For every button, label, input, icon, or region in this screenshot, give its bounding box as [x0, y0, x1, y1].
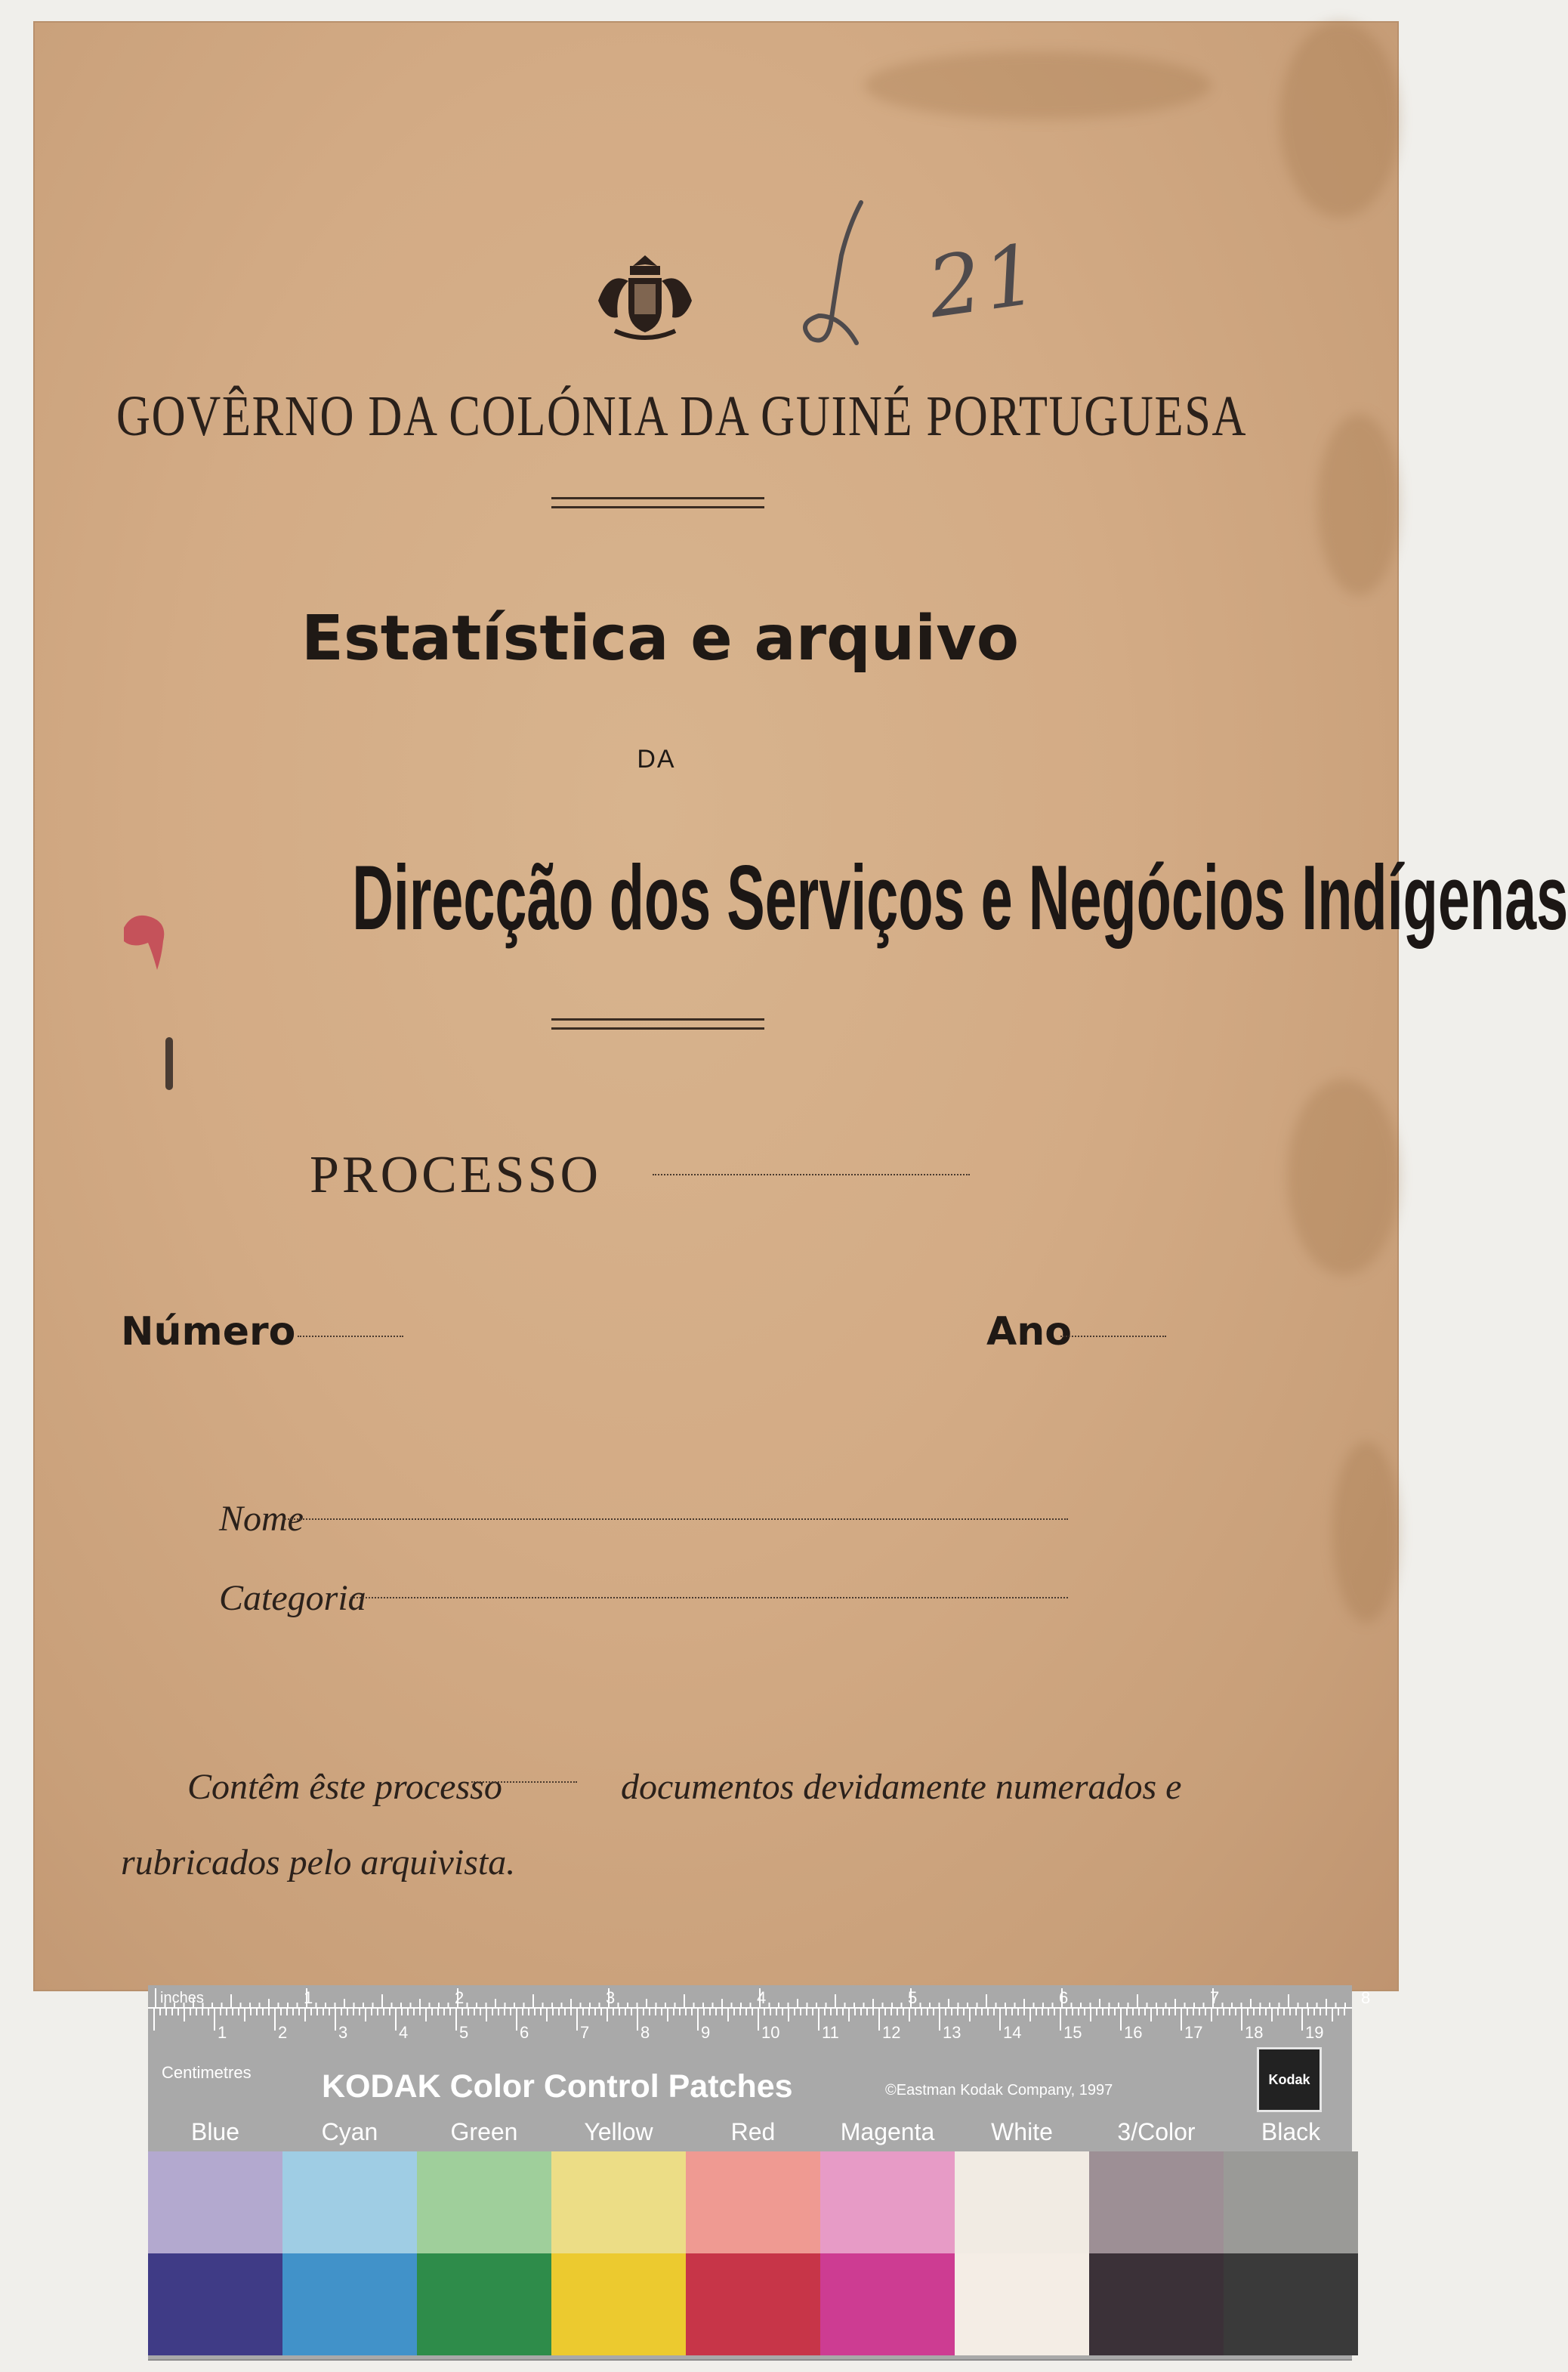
cm-number: 9	[701, 2023, 711, 2042]
cm-number: 17	[1184, 2023, 1203, 2042]
processo-field[interactable]	[653, 1174, 970, 1175]
document-cover	[33, 21, 1568, 1991]
cm-number: 18	[1245, 2023, 1264, 2042]
document-count-field[interactable]	[471, 1781, 577, 1783]
color-patch-light	[282, 2151, 417, 2253]
color-patch-light	[1224, 2151, 1358, 2253]
patch-label-cyan: Cyan	[321, 2118, 378, 2145]
cm-number: 2	[278, 2023, 288, 2042]
cm-number: 7	[580, 2023, 590, 2042]
department-heading: Direcção dos Serviços e Negócios Indígenas	[352, 846, 1568, 949]
color-patch-dark	[282, 2253, 417, 2355]
divider-middle	[551, 1018, 764, 1030]
cm-number: 19	[1305, 2023, 1324, 2042]
cm-number: 1	[218, 2023, 227, 2042]
cm-number: 3	[338, 2023, 348, 2042]
color-patch-light	[686, 2151, 820, 2253]
stain	[1332, 1441, 1400, 1623]
cm-number: 5	[459, 2023, 469, 2042]
centimetres-label: Centimetres	[162, 2063, 252, 2082]
color-patch-dark	[417, 2253, 551, 2355]
inch-number: 6	[1059, 1988, 1069, 2007]
divider-top	[551, 497, 764, 508]
rubricados-text: rubricados pelo arquivista.	[121, 1842, 516, 1882]
government-heading: GOVÊRNO DA COLÓNIA DA GUINÉ PORTUGUESA	[116, 385, 1248, 448]
ano-label: Ano	[986, 1309, 1072, 1354]
color-patch-light	[551, 2151, 686, 2253]
categoria-field[interactable]	[350, 1597, 1068, 1598]
inch-number: 1	[304, 1988, 313, 2007]
cm-number: 15	[1063, 2023, 1082, 2042]
document-title: Estatística e arquivo	[301, 603, 1020, 675]
kodak-color-target	[148, 1985, 1371, 2359]
color-patch-dark	[686, 2253, 820, 2355]
nome-field[interactable]	[282, 1518, 1068, 1520]
stain	[1287, 1079, 1400, 1275]
color-patch-light	[820, 2151, 955, 2253]
patch-label-red: Red	[730, 2118, 776, 2145]
processo-label: PROCESSO	[310, 1146, 602, 1204]
color-patch-dark	[820, 2253, 955, 2355]
stain	[1279, 21, 1400, 218]
inch-number: 8	[1361, 1988, 1371, 2007]
coat-of-arms-icon	[592, 248, 698, 346]
cm-number: 12	[882, 2023, 901, 2042]
cm-number: 8	[640, 2023, 650, 2042]
patch-label-white: White	[991, 2118, 1053, 2145]
cm-number: 4	[399, 2023, 409, 2042]
kodak-logo-icon: Kodak	[1257, 2047, 1322, 2112]
color-patch-dark	[955, 2253, 1089, 2355]
color-patch-dark	[551, 2253, 686, 2355]
stain	[1317, 414, 1400, 595]
inch-number: 4	[757, 1988, 767, 2007]
color-patch-light	[417, 2151, 551, 2253]
inch-number: 7	[1210, 1988, 1220, 2007]
handwritten-number: 21	[921, 225, 1047, 337]
color-patch-dark	[1089, 2253, 1224, 2355]
pink-ink-stain	[118, 888, 171, 971]
contem-text-continued: documentos devidamente numerados e	[621, 1767, 1182, 1807]
color-patch-light	[955, 2151, 1089, 2253]
inch-number: 3	[606, 1988, 616, 2007]
patch-label-black: Black	[1261, 2118, 1321, 2145]
inches-label: inches	[160, 1990, 204, 2006]
kodak-copyright: ©Eastman Kodak Company, 1997	[885, 2082, 1113, 2099]
cm-number: 16	[1124, 2023, 1143, 2042]
nome-label: Nome	[219, 1499, 304, 1539]
patch-label-magenta: Magenta	[840, 2118, 935, 2145]
categoria-label: Categoria	[219, 1578, 366, 1618]
patch-label-green: Green	[450, 2118, 518, 2145]
cm-number: 13	[943, 2023, 961, 2042]
cm-number: 10	[761, 2023, 780, 2042]
ruler	[148, 1985, 1371, 2068]
cm-number: 14	[1003, 2023, 1022, 2042]
stain	[864, 51, 1211, 119]
connector-text: DA	[637, 745, 676, 774]
inch-number: 2	[455, 1988, 465, 2007]
color-patch-dark	[1224, 2253, 1358, 2355]
handwritten-l-mark	[789, 195, 879, 361]
patch-label-3-color: 3/Color	[1117, 2118, 1196, 2145]
color-patch-light	[148, 2151, 282, 2253]
color-patch-light	[1089, 2151, 1224, 2253]
patch-label-blue: Blue	[190, 2118, 240, 2145]
cm-number: 6	[520, 2023, 529, 2042]
contem-text: Contêm êste processo	[187, 1767, 502, 1807]
inch-number: 5	[908, 1988, 918, 2007]
kodak-title: KODAK Color Control Patches	[322, 2068, 793, 2105]
cm-number: 11	[822, 2023, 839, 2042]
pen-mark	[165, 1037, 173, 1090]
numero-field[interactable]	[298, 1336, 403, 1337]
patch-label-yellow: Yellow	[584, 2118, 653, 2145]
numero-label: Número	[121, 1309, 296, 1354]
color-patch-dark	[148, 2253, 282, 2355]
ano-field[interactable]	[1060, 1336, 1166, 1337]
